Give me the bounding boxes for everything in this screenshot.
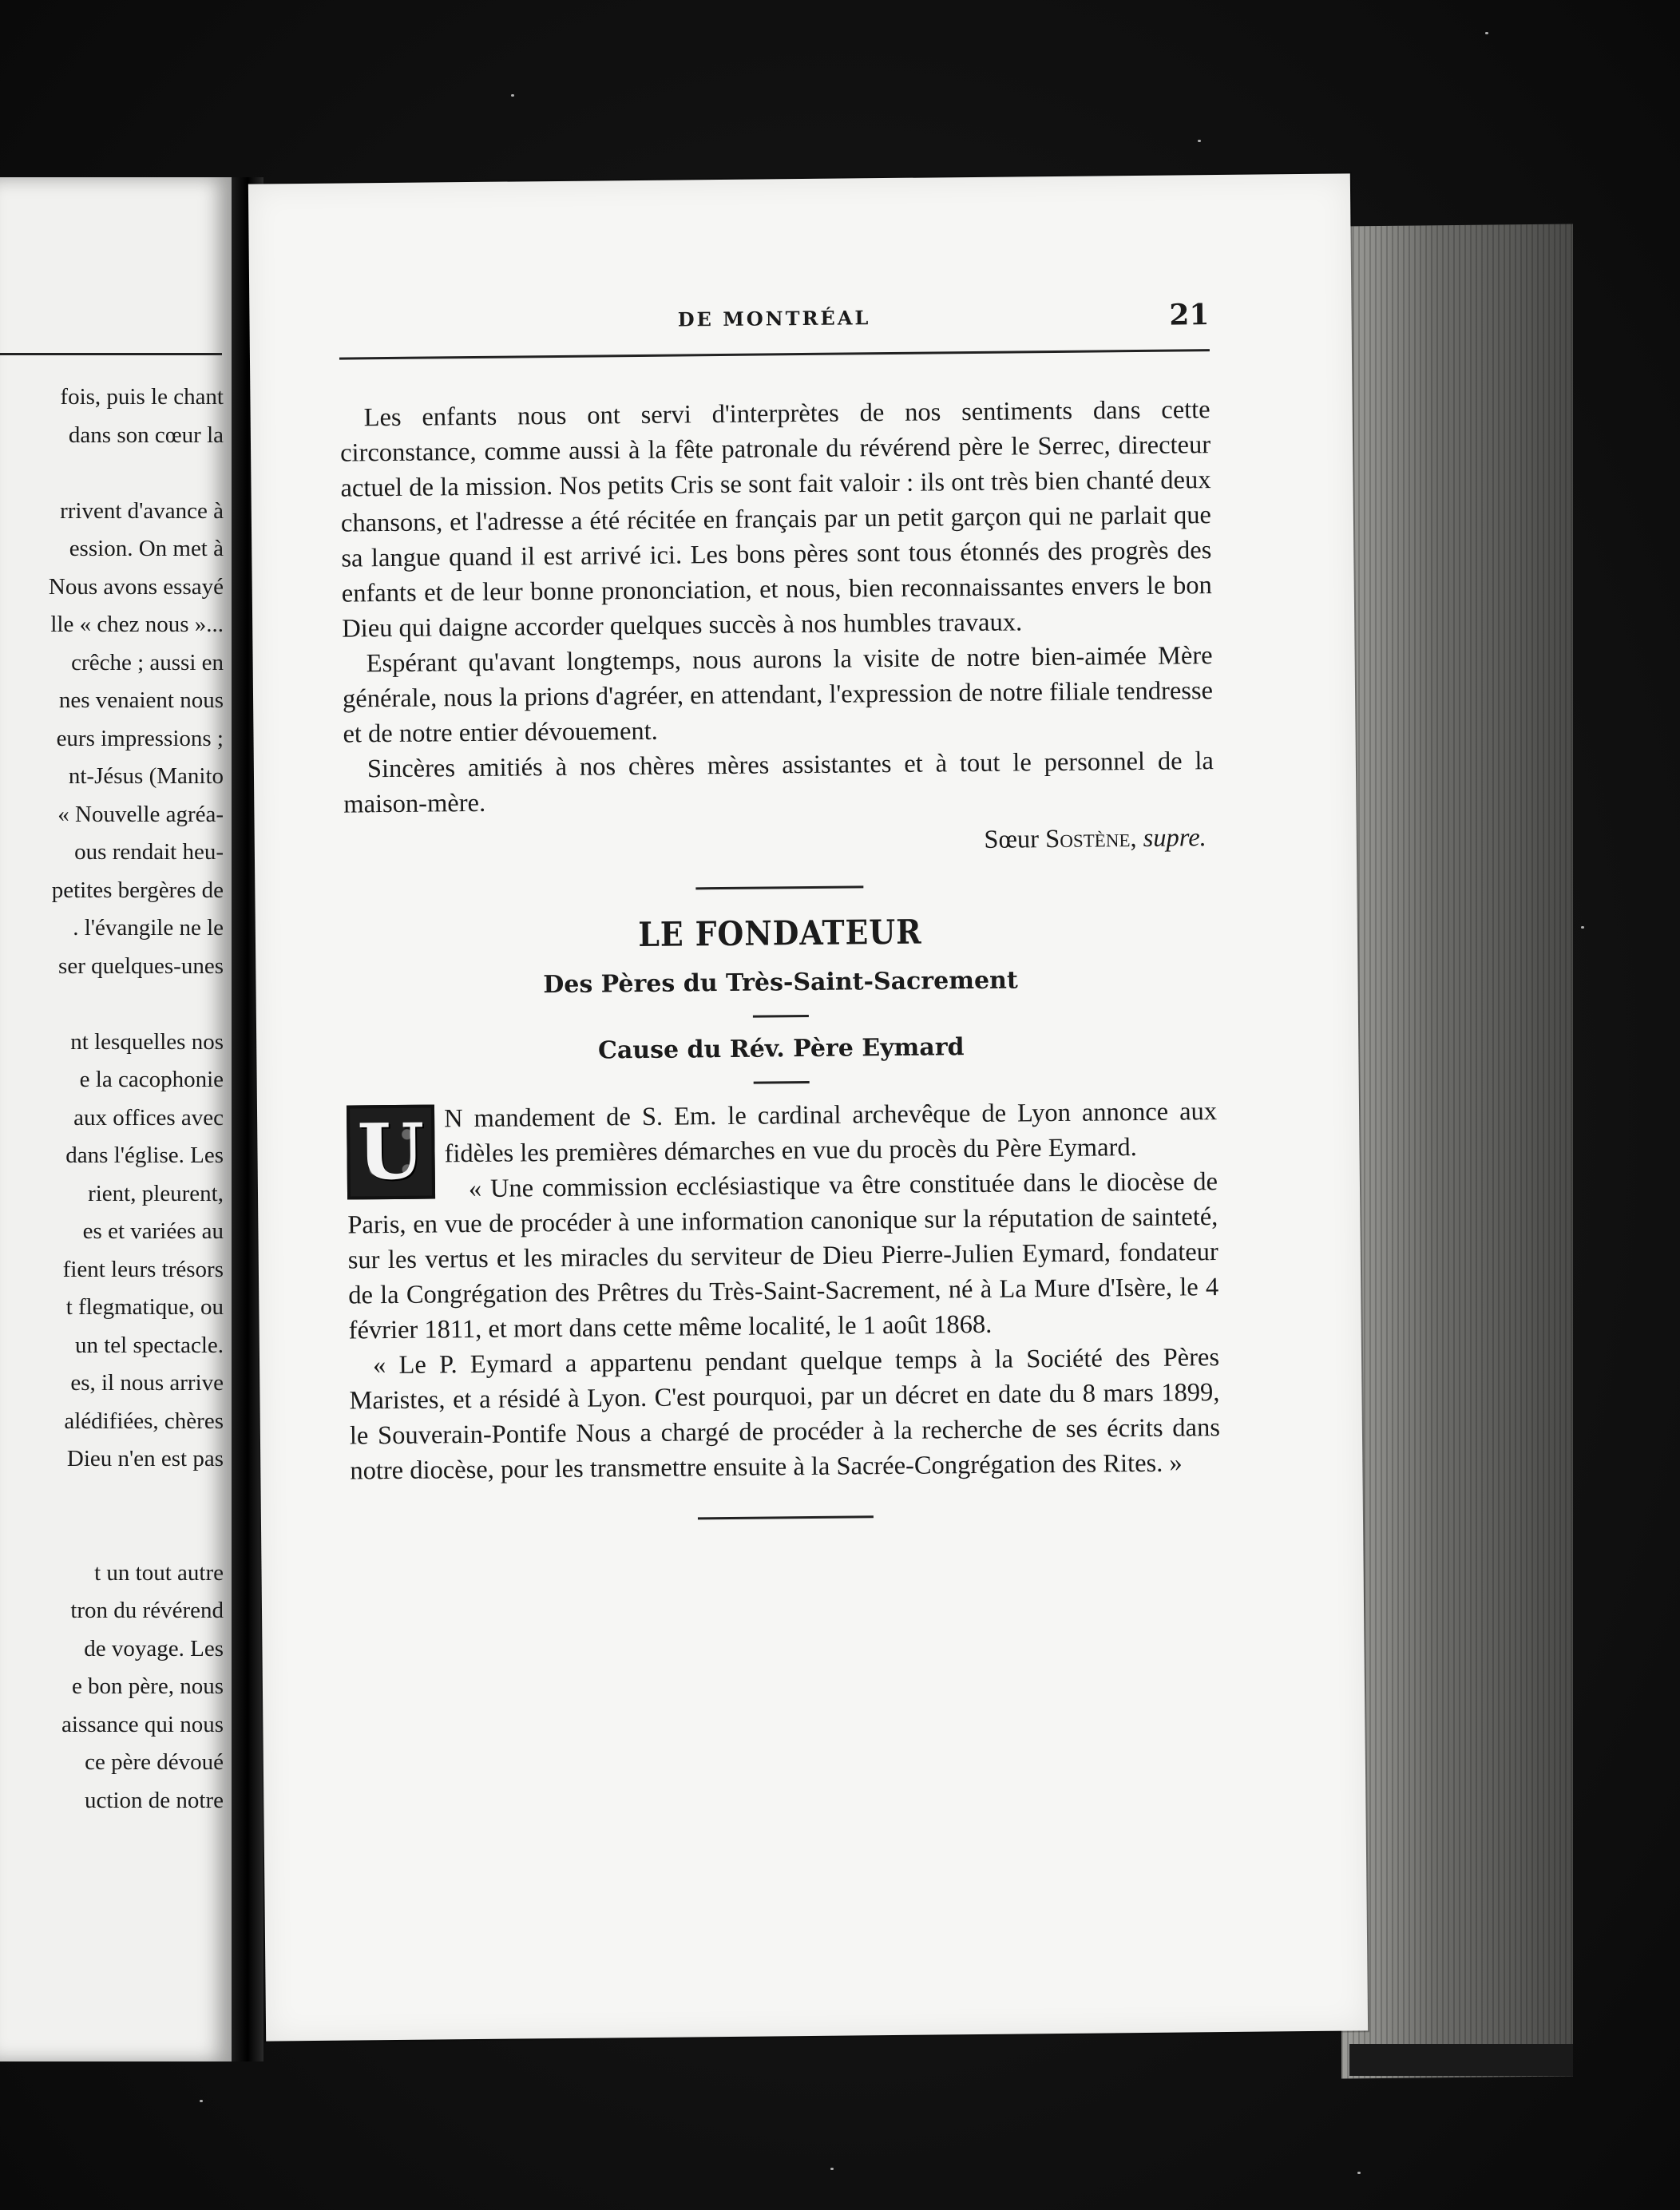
- left-page-line: dans son cœur la: [68, 422, 224, 448]
- main-page: [248, 173, 1368, 2041]
- left-page-line: eurs impressions ;: [56, 725, 224, 751]
- dust-speck: [511, 94, 514, 97]
- left-page-text: [0, 378, 224, 1820]
- left-page-line: es et variées au: [82, 1218, 224, 1244]
- opening-text: N mandement de S. Em. le cardinal archevêque de Lyon annonce aux fidèles les premières démarches en vue du procès du Père Eymard.: [443, 1097, 1218, 1169]
- subtitle-separator: [753, 1015, 809, 1018]
- article-opening-paragraph: [347, 1094, 1218, 1198]
- page-edge-shadow: [1349, 2044, 1573, 2076]
- page-number: 21: [1169, 298, 1210, 332]
- left-page-line: nt lesquelles nos: [70, 1028, 224, 1055]
- left-page-line: aux offices avec: [73, 1104, 224, 1131]
- left-header-rule: [0, 353, 222, 355]
- article-subtitle: Des Pères du Très-Saint-Sacrement: [543, 966, 1018, 1000]
- dust-speck: [1357, 2172, 1361, 2174]
- dust-speck: [1581, 926, 1584, 929]
- letter-paragraph: Les enfants nous ont servi d'interprètes de nos sentiments dans cette circonstance, comme aussi à la fête patronale du révérend père le Serrec, directeur actuel de la mission. Nos petits Cris se sont fait valoir : ils ont très bien chanté deux chansons, et l'adresse a été récitée en français par un petit garçon qui ne parlait que sa langue quand il est arrivé ici. Les bons pères sont tous étonnés des progrès des enfants et de leur bonne prononciation, et nous, bien reconnaissantes envers le bon Dieu qui daigne accorder quelques succès à nos humbles travaux.: [339, 395, 1212, 644]
- article-cause: Cause du Rév. Père Eymard: [597, 1033, 965, 1065]
- left-page-line: . l'évangile ne le: [73, 915, 224, 941]
- left-page-line: fois, puis le chant: [60, 384, 224, 410]
- page-block-edge: [1341, 224, 1573, 2078]
- quote-paragraph: « Le P. Eymard a appartenu pendant quelque temps à la Société des Pères Maristes, et a résidé à Lyon. C'est pourquoi, par un décret en date du 8 mars 1899, le Souverain-Pontife Nous a chargé de procéder à la recherche de ses écrits dans notre diocèse, pour les transmettre ensuite à la Sacrée-Congrégation des Rites. »: [349, 1343, 1221, 1486]
- letter-paragraph: Sincères amitiés à nos chères mères assistantes et à tout le personnel de la maison-mère.: [343, 747, 1214, 819]
- left-page-line: [0, 985, 224, 1024]
- running-title: DE MONTRÉAL: [677, 306, 871, 331]
- left-page-line: [0, 1479, 224, 1517]
- left-page-line: [0, 1516, 224, 1555]
- left-page-line: lle « chez nous »...: [50, 612, 224, 637]
- signature-name: Sostène,: [1044, 824, 1137, 854]
- left-page-line: rient, pleurent,: [88, 1180, 224, 1206]
- dust-speck: [1198, 140, 1201, 142]
- page-body: [339, 392, 1221, 1550]
- left-page-line: e la cacophonie: [79, 1067, 224, 1092]
- end-separator: [698, 1515, 874, 1519]
- left-page: [0, 177, 233, 2061]
- left-page-line: crêche ; aussi en: [71, 649, 224, 675]
- signature-prefix: Sœur: [984, 825, 1040, 854]
- left-page-line: alédifiées, chères: [64, 1408, 224, 1434]
- left-page-line: Dieu n'en est pas: [66, 1446, 224, 1471]
- left-page-line: rrivent d'avance à: [60, 497, 224, 524]
- left-page-line: Nous avons essayé: [48, 573, 224, 600]
- left-page-line: ce père dévoué: [85, 1749, 224, 1775]
- left-page-line: de voyage. Les: [84, 1635, 224, 1661]
- left-page-line: nt-Jésus (Manito: [68, 763, 224, 789]
- article-title: LE FONDATEUR: [638, 912, 922, 955]
- left-page-line: e bon père, nous: [71, 1673, 224, 1699]
- left-page-line: petites bergères de: [51, 877, 224, 903]
- dust-speck: [830, 2168, 834, 2170]
- letter-signature: [344, 820, 1214, 863]
- letter-paragraph: Espérant qu'avant longtemps, nous aurons la visite de notre bien-aimée Mère générale, nous la prions d'agréer, en attendant, l'expression de notre filiale tendresse et de notre entier dévouement.: [342, 641, 1214, 749]
- signature-title: supre.: [1143, 823, 1207, 853]
- left-page-line: uction de notre: [85, 1787, 224, 1813]
- dust-speck: [200, 2100, 203, 2102]
- left-page-line: fient leurs trésors: [62, 1256, 224, 1282]
- left-page-line: ession. On met à: [69, 536, 224, 561]
- section-separator: [695, 885, 863, 889]
- dust-speck: [1485, 32, 1488, 34]
- quote-paragraph: « Une commission ecclésiastique va être constituée dans le diocèse de Paris, en vue de procéder à une information canonique sur la réputation de sainteté, sur les vertus et les miracles du serviteur de Dieu Pierre-Julien Eymard, fondateur de la Congrégation des Prêtres du Très-Saint-Sacrement, né à La Mure d'Isère, le 4 février 1811, et mort dans cette même localité, le 1 août 1868.: [347, 1167, 1219, 1345]
- left-page-line: dans l'église. Les: [65, 1143, 224, 1168]
- left-page-line: aissance qui nous: [61, 1711, 224, 1737]
- left-page-line: ser quelques-unes: [58, 953, 224, 979]
- left-page-line: t flegmatique, ou: [65, 1294, 224, 1320]
- ornamental-dropcap: [347, 1104, 435, 1199]
- left-page-line: es, il nous arrive: [70, 1370, 224, 1396]
- page-header: [339, 298, 1210, 358]
- subtitle-separator: [754, 1081, 810, 1084]
- dropcap-letter: U: [357, 1106, 425, 1198]
- header-rule: [339, 349, 1210, 359]
- left-page-line: tron du révérend: [70, 1598, 224, 1623]
- left-page-line: ous rendait heu-: [74, 839, 224, 865]
- left-page-line: nes venaient nous: [58, 687, 224, 713]
- left-page-line: un tel spectacle.: [75, 1332, 224, 1358]
- left-page-line: [0, 454, 224, 493]
- left-page-line: t un tout autre: [94, 1559, 224, 1586]
- left-page-line: « Nouvelle agréa-: [57, 801, 224, 827]
